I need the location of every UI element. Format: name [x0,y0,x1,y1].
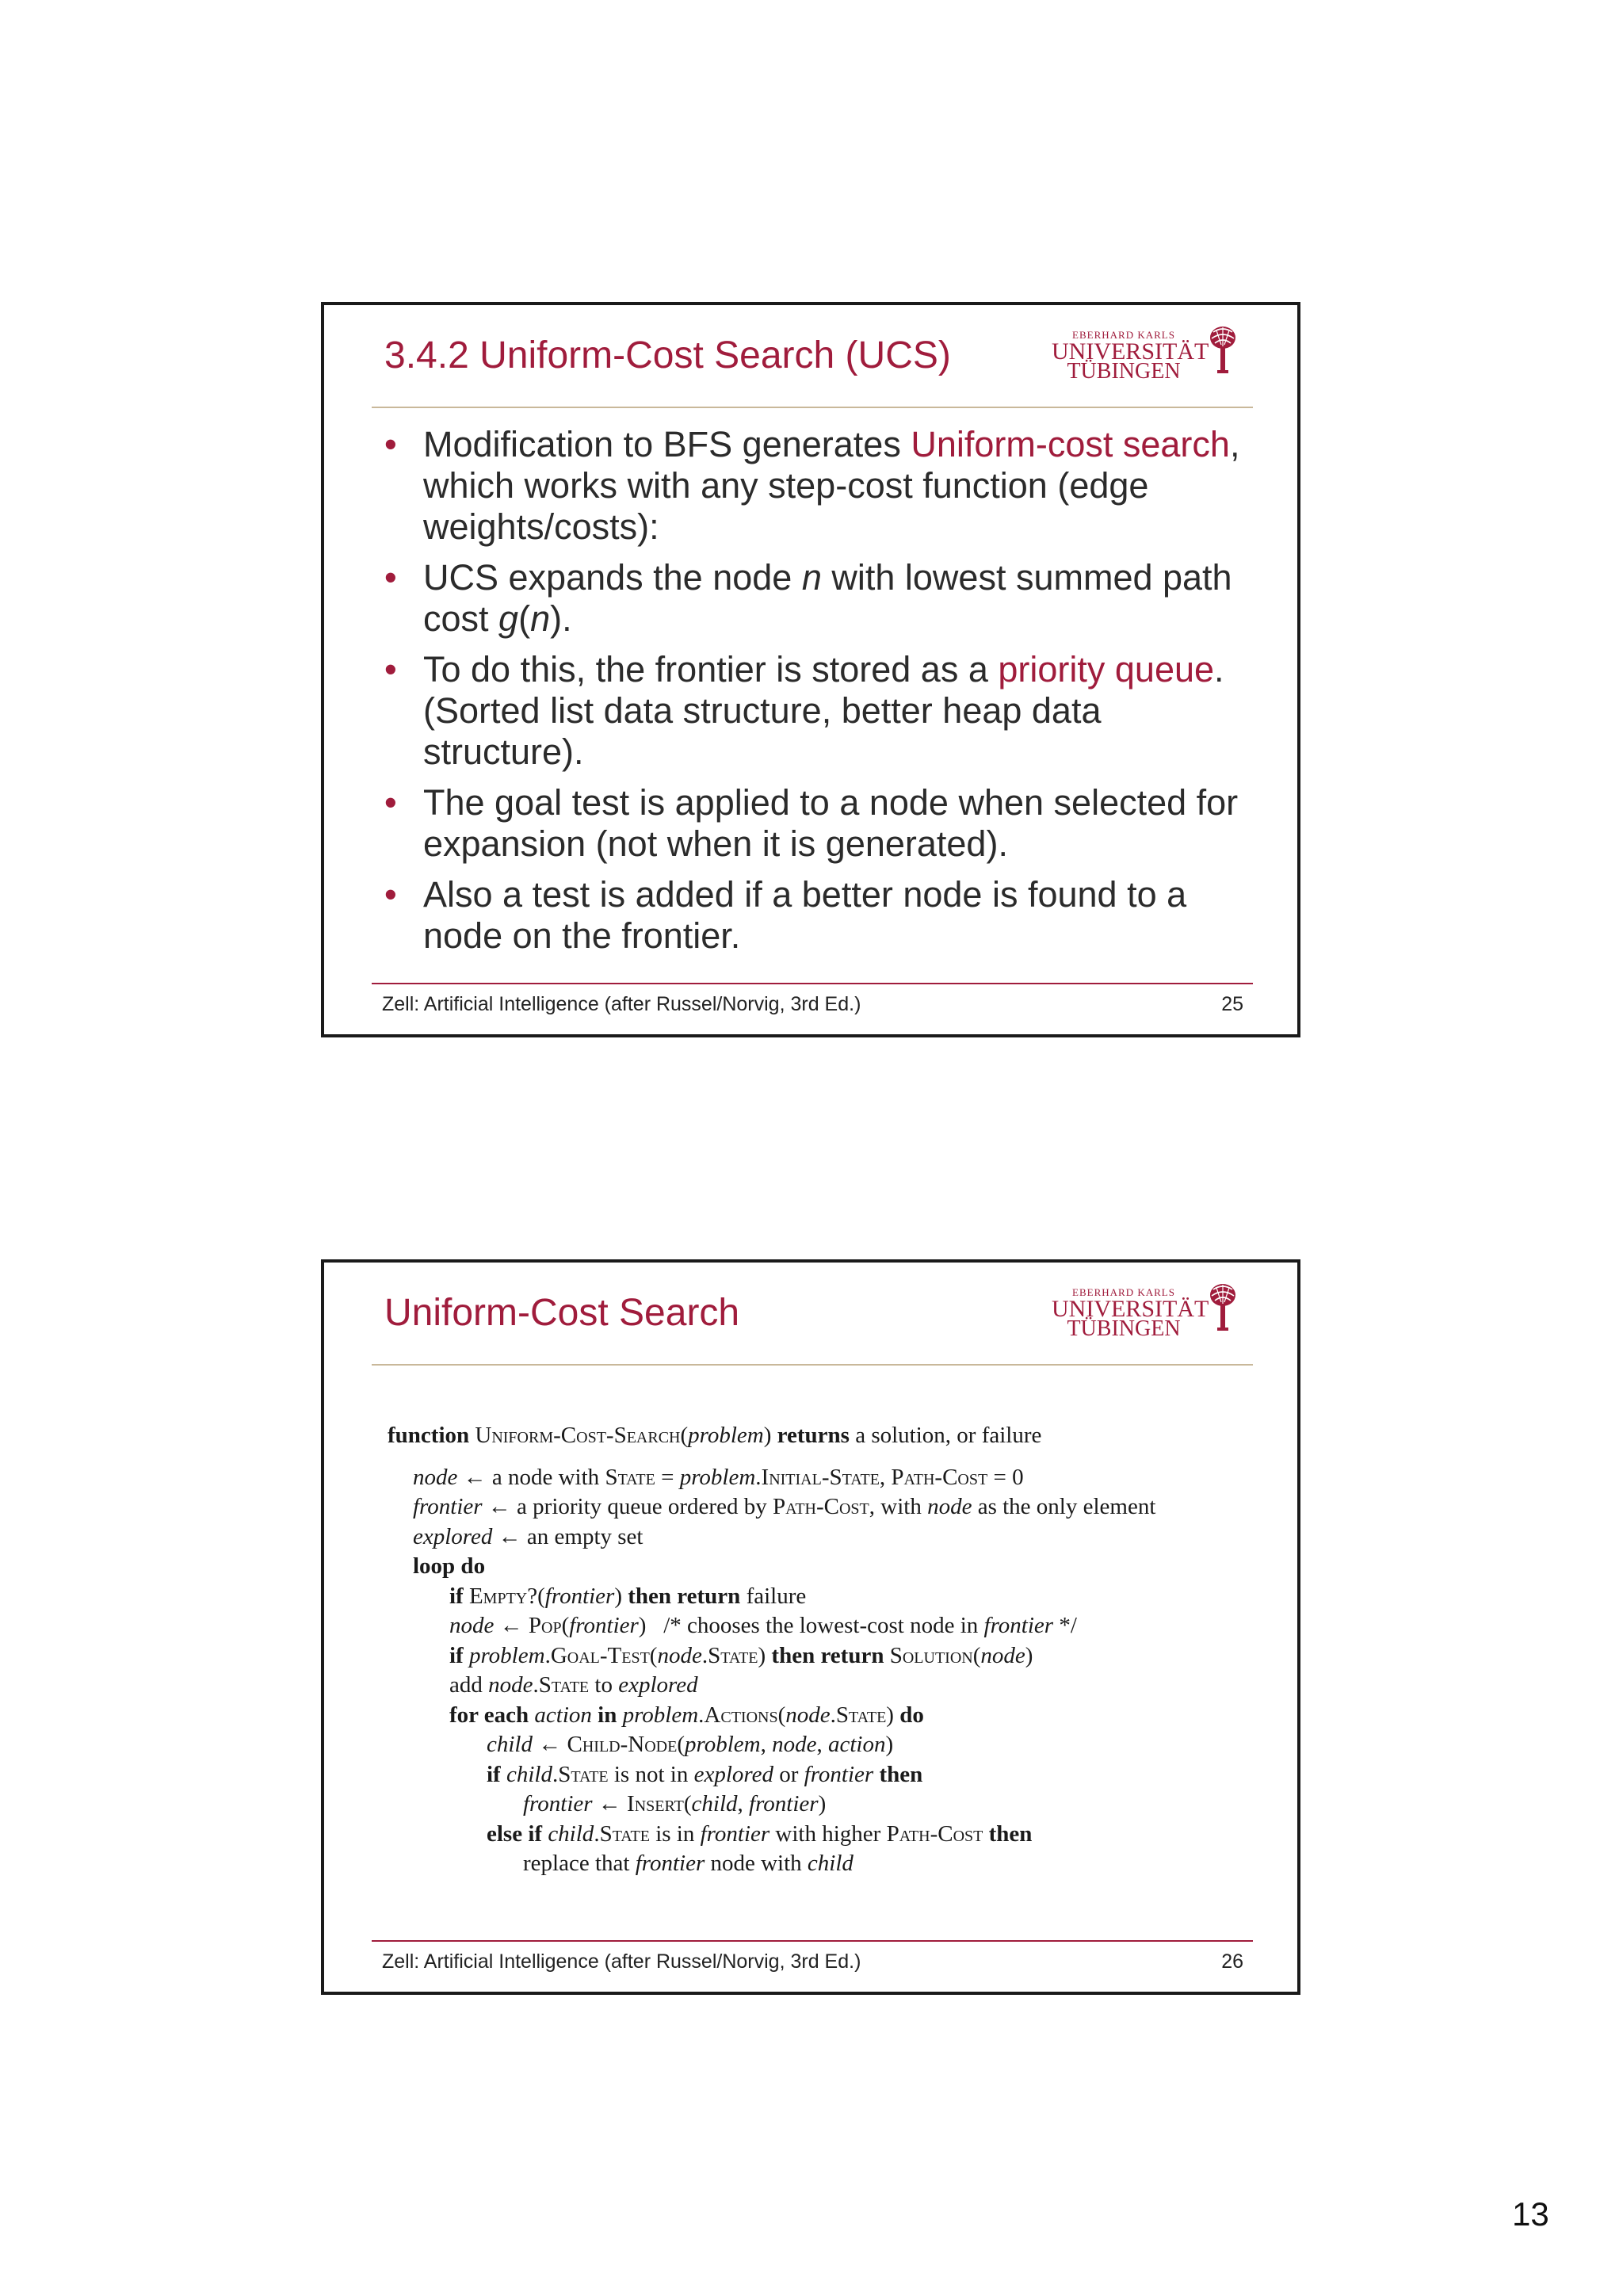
pseudocode-line [388,1790,1251,1820]
bullet-text: n [530,598,551,639]
code-text: node with [705,1851,808,1876]
function-name: Path-Cost [772,1494,869,1519]
function-name: Initial-State [761,1464,880,1490]
title-divider [372,1364,1253,1366]
function-name: State [558,1761,609,1787]
code-text [464,1584,469,1609]
slide-title: Uniform-Cost Search [384,1292,740,1334]
code-text [464,1643,469,1668]
variable: node [657,1642,702,1668]
keyword: then [988,1820,1033,1847]
code-text: with higher [769,1820,887,1847]
variable: child [691,1791,738,1817]
variable: child [506,1761,552,1787]
bullet-text: The goal test is applied to a node when selected for expansion (not when it is generated). [423,782,1239,864]
variable: frontier [749,1791,819,1817]
function-name: Solution [889,1642,973,1668]
code-text: ( [683,1791,692,1817]
bullet-item [372,424,1267,548]
pseudocode-line [388,1671,1251,1701]
page-number: 13 [1512,2195,1549,2233]
code-text: . [533,1672,539,1698]
keyword: in [598,1702,617,1728]
slide-title: 3.4.2 Uniform-Cost Search (UCS) [384,334,951,376]
function-name: State [605,1464,655,1490]
bullet-text: Modification to BFS generates [423,424,911,464]
variable: node [413,1464,458,1490]
code-text [501,1762,506,1787]
variable: frontier [804,1761,874,1787]
code-text: ) [818,1791,827,1817]
function-name: State [599,1820,650,1847]
keyword: do [899,1702,924,1728]
code-text: ) [885,1732,894,1757]
code-text: ← [533,1732,567,1757]
university-logo [1052,324,1258,384]
function-name: Child-Node [567,1732,678,1757]
code-text: */ [1053,1613,1077,1638]
logo-line-2: TÜBINGEN [1067,1316,1181,1341]
keyword: then [879,1761,923,1787]
code-text: or [773,1761,804,1787]
bullet-text: ( [518,598,531,639]
variable: frontier [544,1583,615,1609]
keyword: returns [777,1423,850,1448]
variable: frontier [569,1613,639,1638]
code-text: . [698,1702,705,1728]
code-text: as the only element [972,1494,1156,1519]
logo-line-1: UNIVERSITÄT [1052,1296,1209,1322]
variable: action [827,1732,886,1757]
code-text: add [449,1672,489,1698]
code-text: ( [649,1642,658,1668]
bullet-text: Also a test is added if a better node is found to a node on the frontier. [423,874,1187,956]
slide-number: 26 [1221,1950,1243,1973]
code-text: , [816,1732,828,1757]
function-name: Insert [627,1791,684,1817]
code-text: ) [758,1642,772,1668]
pseudocode-block [388,1421,1251,1879]
slide-footer: Zell: Artificial Intelligence (after Russel/Norvig, 3rd Ed.) [382,1950,861,1973]
bullet-marker: • [384,649,397,690]
variable: node [772,1732,817,1757]
variable: problem [688,1423,764,1448]
pseudocode-line [388,1582,1251,1612]
variable: frontier [700,1820,770,1847]
keyword: then return [771,1642,884,1668]
pseudocode-line [388,1820,1251,1850]
keyword: then return [628,1583,741,1609]
code-text [617,1702,622,1728]
bullet-text: n [801,557,822,598]
bullet-text: . (Sorted list data structure, better heap data structure). [423,649,1224,772]
bullet-text: g [498,598,519,639]
variable: node [449,1613,495,1638]
keyword: function [388,1423,470,1448]
code-text: to [589,1672,619,1698]
keyword: if [449,1642,464,1668]
highlight-term: priority queue [998,649,1215,690]
bullet-item [372,782,1267,865]
variable: frontier [413,1494,483,1519]
code-text: = 0 [987,1464,1024,1490]
bullet-marker: • [384,782,397,823]
code-text: ← [494,1613,529,1638]
code-text: ) [1025,1642,1033,1668]
variable: child [487,1732,533,1757]
code-text: is not in [608,1761,694,1787]
pseudocode-line [388,1849,1251,1879]
bullet-marker: • [384,557,397,598]
function-name: Actions [704,1702,778,1728]
variable: problem [622,1702,699,1728]
code-text [983,1821,988,1847]
code-text: , [879,1464,892,1490]
footer-divider [372,1940,1253,1942]
slide-26 [321,1259,1300,1995]
code-text: , with [869,1494,928,1519]
code-text: ← a priority queue ordered by [482,1494,773,1519]
code-text: . [594,1820,600,1847]
function-name: Goal-Test [550,1642,650,1668]
logo-small-text: EBERHARD KARLS [1072,329,1175,341]
title-divider [372,407,1253,408]
variable: explored [413,1523,493,1549]
code-text: . [701,1642,708,1668]
function-name: State [835,1702,887,1728]
bullet-text: To do this, the frontier is stored as a [423,649,999,690]
bullet-text: ). [550,598,572,639]
slide-25 [321,302,1300,1037]
variable: child [807,1851,854,1876]
bullet-item [372,557,1267,640]
pseudocode-line [388,1552,1251,1582]
code-text: ) /* chooses the lowest-cost node in [638,1613,984,1638]
code-text: ( [972,1642,981,1668]
pseudocode-line [388,1421,1251,1451]
variable: problem [679,1464,756,1490]
code-text: ← an empty set [492,1523,643,1549]
logo-line-2: TÜBINGEN [1067,359,1181,384]
bullet-text: , which works with any step-cost function (edge weights/costs): [423,424,1240,547]
pseudocode-line [388,1492,1251,1522]
variable: action [534,1702,592,1728]
slide-footer: Zell: Artificial Intelligence (after Russel/Norvig, 3rd Ed.) [382,993,861,1015]
variable: child [548,1820,594,1847]
code-text: ( [561,1613,570,1638]
variable: frontier [523,1791,593,1817]
bullet-item [372,649,1267,773]
code-text: ← [592,1791,628,1817]
bullet-list [372,424,1267,966]
keyword: if [487,1761,501,1787]
palm-tree-icon [1207,1282,1239,1332]
function-name: Uniform-Cost-Search [475,1423,681,1448]
pseudocode-line [388,1701,1251,1731]
code-text: ) [614,1583,628,1609]
code-text: a solution, or failure [849,1423,1042,1448]
variable: explored [618,1672,698,1698]
pseudocode-line [388,1522,1251,1553]
logo-small-text: EBERHARD KARLS [1072,1286,1175,1298]
highlight-term: Uniform-cost search [911,424,1230,464]
code-text: ( [537,1583,545,1609]
function-name: State [708,1642,758,1668]
keyword: for each [449,1702,529,1728]
code-text: . [544,1642,551,1668]
pseudocode-line [388,1730,1251,1760]
pseudocode-line [388,1611,1251,1641]
keyword: if [449,1583,464,1609]
code-text: ← a node with [457,1464,605,1490]
code-text: ) [763,1423,777,1448]
keyword: loop do [413,1553,486,1579]
variable: node [980,1642,1025,1668]
variable: frontier [635,1851,705,1876]
pseudocode-line [388,1463,1251,1493]
function-name: Pop [528,1613,562,1638]
code-text: ( [677,1732,685,1757]
code-text [884,1643,889,1668]
keyword: else if [487,1820,543,1847]
variable: frontier [983,1613,1054,1638]
variable: node [785,1702,831,1728]
bullet-text: with lowest summed path cost [423,557,1232,639]
code-text: failure [740,1583,807,1609]
function-name: Empty? [468,1583,538,1609]
logo-line-1: UNIVERSITÄT [1052,338,1209,365]
code-text: replace that [523,1851,636,1876]
variable: problem [684,1732,761,1757]
bullet-item [372,874,1267,957]
footer-divider [372,983,1253,984]
slide-number: 25 [1221,993,1243,1015]
variable: explored [693,1761,773,1787]
variable: problem [468,1642,545,1668]
variable: node [927,1494,972,1519]
variable: node [488,1672,533,1698]
code-text: = [655,1464,680,1490]
palm-tree-icon [1207,324,1239,375]
bullet-marker: • [384,874,397,915]
code-text: ( [777,1702,786,1728]
code-text: is in [649,1820,701,1847]
pseudocode-line [388,1641,1251,1671]
code-text: ) [886,1702,900,1728]
function-name: State [538,1672,590,1698]
code-text: , [737,1791,750,1817]
code-text: . [830,1702,836,1728]
function-name: Path-Cost [886,1820,983,1847]
pseudocode-line [388,1760,1251,1790]
code-text: , [760,1732,773,1757]
code-text: . [755,1464,762,1490]
code-text: ( [680,1423,689,1448]
function-name: Path-Cost [891,1464,988,1490]
bullet-text: UCS expands the node [423,557,802,598]
bullet-marker: • [384,424,397,464]
code-text: . [552,1761,559,1787]
university-logo [1052,1282,1258,1342]
